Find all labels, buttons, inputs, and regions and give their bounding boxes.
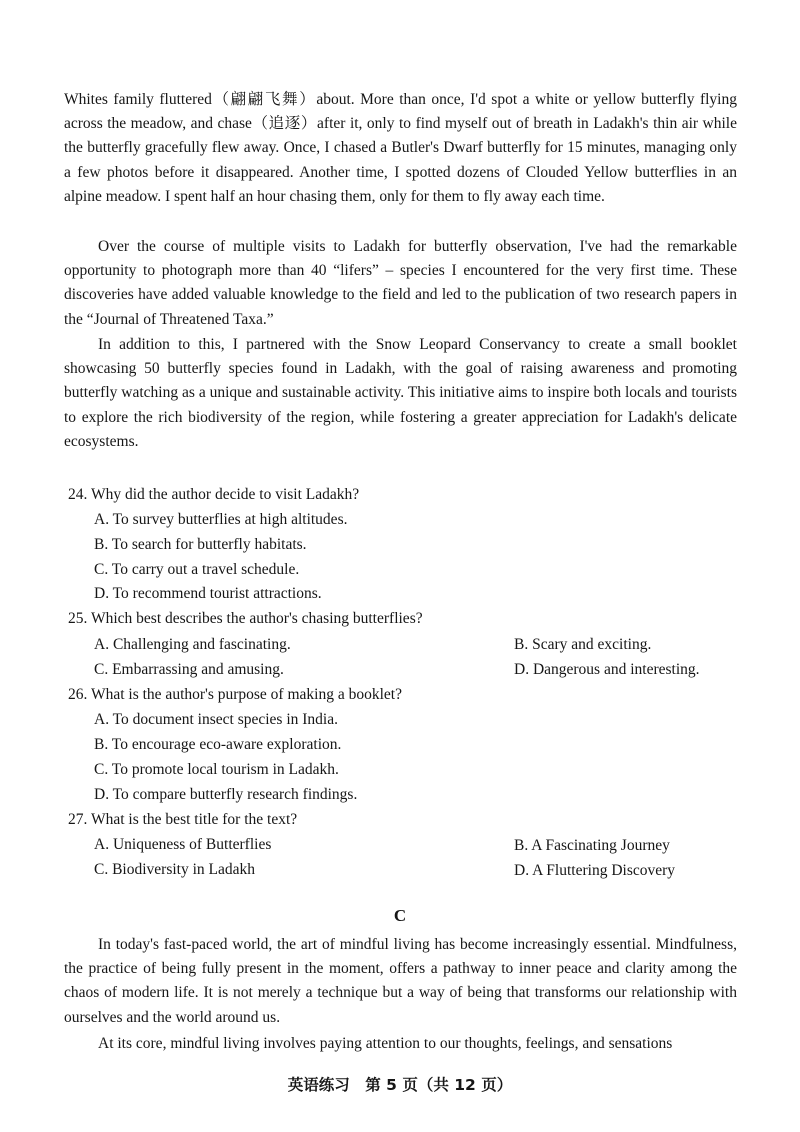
question-26-option-c: C. To promote local tourism in Ladakh. bbox=[94, 761, 339, 778]
question-24-option-a: A. To survey butterflies at high altitudes. bbox=[94, 511, 348, 528]
question-27-option-a: A. Uniqueness of Butterflies bbox=[94, 836, 272, 853]
question-25-option-b: B. Scary and exciting. bbox=[514, 636, 652, 653]
page-footer: 英语练习 第 5 页（共 12 页） bbox=[287, 1076, 513, 1094]
question-24-option-c: C. To carry out a travel schedule. bbox=[94, 561, 300, 578]
question-26-option-b: B. To encourage eco-aware exploration. bbox=[94, 736, 342, 753]
section-c-heading: C bbox=[393, 906, 407, 925]
question-25-option-a: A. Challenging and fascinating. bbox=[94, 636, 291, 653]
passage-c-paragraph-2: At its core, mindful living involves paying attention to our thoughts, feelings, and sensations bbox=[98, 1035, 673, 1052]
passage-b-paragraph-3: In addition to this, I partnered with the Snow Leopard Conservancy to create a small booklet showcasing 50 butterfly species found in Ladakh, with the goal of raising awareness and promoting butterfly watching as a unique and sustainable activity. This initiative aims to inspire both locals and tourists to explore the rich biodiversity of the region, while fostering a greater appreciation for Ladakh's delicate ecosystems. bbox=[64, 336, 737, 450]
question-26-option-d: D. To compare butterfly research findings. bbox=[94, 786, 358, 803]
passage-c-paragraph-1: In today's fast-paced world, the art of mindful living has become increasingly essential. Mindfulness, the practice of being fully present in the moment, offers a pathway to inner peace and clarity among the chaos of modern life. It is not merely a technique but a way of being that transforms our relationship with ourselves and the world around us. bbox=[64, 936, 737, 1026]
question-27-option-b: B. A Fascinating Journey bbox=[514, 837, 670, 854]
question-27-option-c: C. Biodiversity in Ladakh bbox=[94, 861, 256, 878]
question-27-option-d: D. A Fluttering Discovery bbox=[514, 862, 676, 879]
question-24-option-b: B. To search for butterfly habitats. bbox=[94, 536, 307, 553]
question-24-option-d: D. To recommend tourist attractions. bbox=[94, 585, 322, 602]
question-25-option-d: D. Dangerous and interesting. bbox=[514, 661, 700, 678]
passage-b-paragraph-2: Over the course of multiple visits to Ladakh for butterfly observation, I've had the remarkable opportunity to photograph more than 40 “lifers” – species I encountered for the very first time. These discoveries have added valuable knowledge to the field and led to the publication of two research papers in the “Journal of Threatened Taxa.” bbox=[64, 238, 737, 328]
question-26-option-a: A. To document insect species in India. bbox=[94, 711, 338, 728]
question-25-option-c: C. Embarrassing and amusing. bbox=[94, 661, 284, 678]
question-26-stem: 26. What is the author's purpose of making a booklet? bbox=[68, 686, 402, 703]
question-24-stem: 24. Why did the author decide to visit Ladakh? bbox=[68, 486, 360, 503]
passage-b-paragraph-1: Whites family fluttered（翩翩飞舞）about. More than once, I'd spot a white or yellow butterfly flying across the meadow, and chase（追逐）after it, only to find myself out of breath in Ladakh's thin air while the butterfly gracefully flew away. Once, I chased a Butler's Dwarf butterfly for 15 minutes, managing only a few photos before it disappeared. Another time, I spotted dozens of Clouded Yellow butterflies in an alpine meadow. I spent half an hour chasing them, only for them to fly away each time. bbox=[64, 91, 737, 205]
question-25-stem: 25. Which best describes the author's chasing butterflies? bbox=[68, 610, 423, 627]
question-27-stem: 27. What is the best title for the text? bbox=[68, 811, 298, 828]
